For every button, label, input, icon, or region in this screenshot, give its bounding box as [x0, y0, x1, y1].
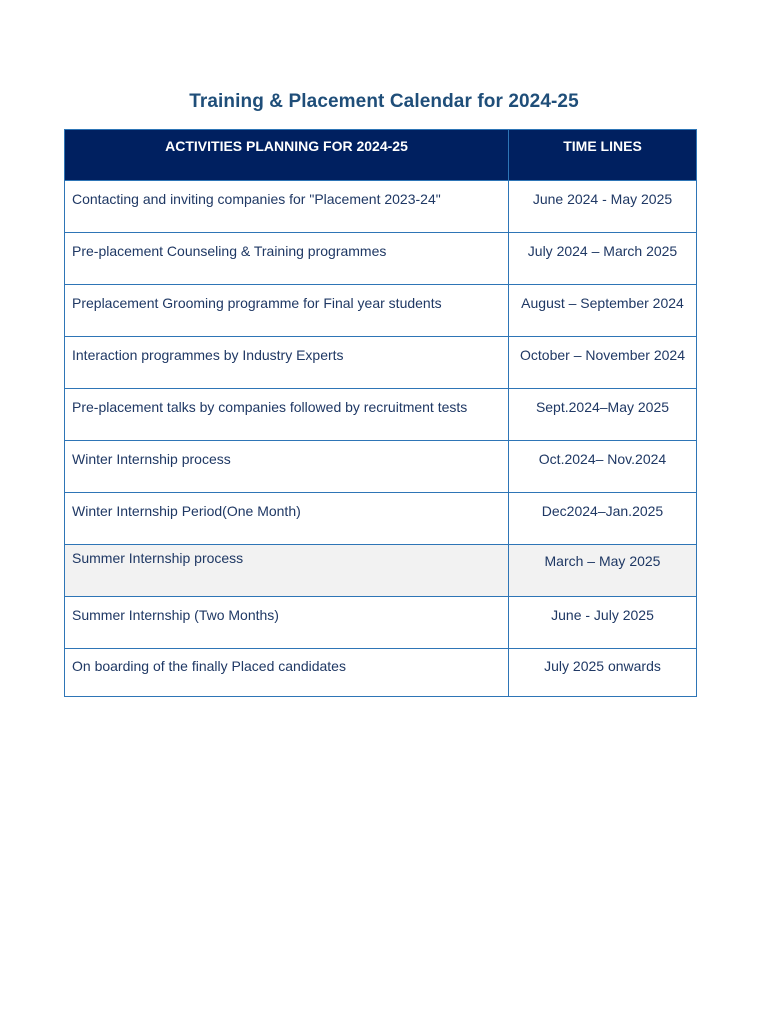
timeline-cell: October – November 2024 [509, 337, 697, 389]
table-row [65, 389, 697, 441]
timeline-cell: July 2025 onwards [509, 649, 697, 697]
activity-cell: Summer Internship process [65, 545, 509, 597]
activity-cell: Interaction programmes by Industry Experts [65, 337, 509, 389]
activity-cell: Winter Internship process [65, 441, 509, 493]
timeline-cell: July 2024 – March 2025 [509, 233, 697, 285]
timeline-cell: Sept.2024–May 2025 [509, 389, 697, 441]
table-row [65, 545, 697, 597]
activity-cell: Pre-placement talks by companies followed by recruitment tests [65, 389, 509, 441]
timeline-cell: Oct.2024– Nov.2024 [509, 441, 697, 493]
table-header-row [65, 130, 697, 181]
header-time-lines: TIME LINES [509, 130, 697, 181]
page-title: Training & Placement Calendar for 2024-25 [189, 91, 579, 112]
table-row [65, 337, 697, 389]
placement-calendar-table [64, 129, 697, 697]
activity-cell: Summer Internship (Two Months) [65, 597, 509, 649]
activity-cell: Contacting and inviting companies for "Placement 2023-24" [65, 181, 509, 233]
timeline-cell: March – May 2025 [509, 545, 697, 597]
timeline-cell: June - July 2025 [509, 597, 697, 649]
table-row [65, 597, 697, 649]
table-row [65, 649, 697, 697]
table-row [65, 233, 697, 285]
table-row [65, 181, 697, 233]
table-row [65, 441, 697, 493]
timeline-cell: Dec2024–Jan.2025 [509, 493, 697, 545]
activity-cell: Pre-placement Counseling & Training programmes [65, 233, 509, 285]
timeline-cell: August – September 2024 [509, 285, 697, 337]
header-activities: ACTIVITIES PLANNING FOR 2024-25 [65, 130, 509, 181]
activity-cell: Preplacement Grooming programme for Final year students [65, 285, 509, 337]
table-row [65, 493, 697, 545]
timeline-cell: June 2024 - May 2025 [509, 181, 697, 233]
table-row [65, 285, 697, 337]
activity-cell: On boarding of the finally Placed candidates [65, 649, 509, 697]
activity-cell: Winter Internship Period(One Month) [65, 493, 509, 545]
